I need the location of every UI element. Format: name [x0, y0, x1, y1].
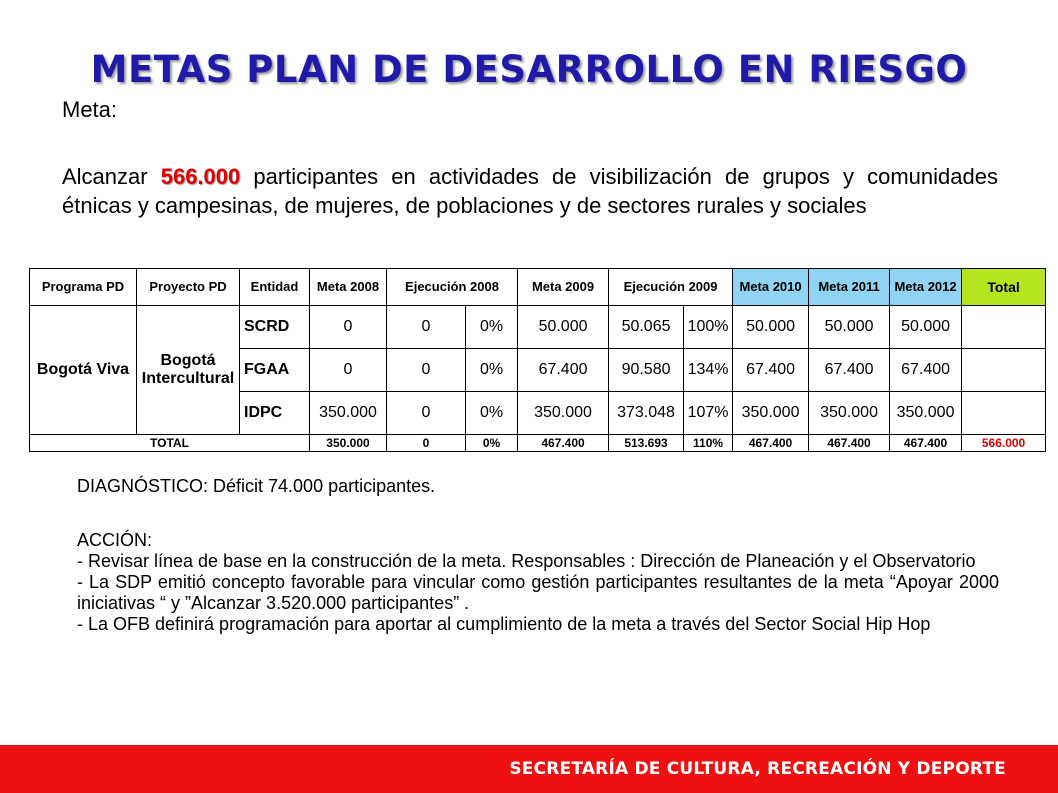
footer-text: SECRETARÍA DE CULTURA, RECREACIÓN Y DEPORTE [509, 759, 1006, 779]
ejecucion-2009-pct-cell: 107% [684, 392, 733, 435]
meta-2011-cell: 67.400 [809, 349, 890, 392]
ejecucion-2008-pct-cell: 0% [466, 349, 518, 392]
ejecucion-2008-pct-cell: 0% [466, 435, 518, 452]
goals-table [29, 268, 1046, 452]
header-proyecto: Proyecto PD [137, 269, 240, 306]
accion-item: - La OFB definirá programación para aportar al cumplimiento de la meta a través del Sector Social Hip Hop [77, 614, 931, 634]
header-meta-2011: Meta 2011 [809, 269, 890, 306]
header-meta-2010: Meta 2010 [733, 269, 809, 306]
ejecucion-2009-pct-cell: 100% [684, 306, 733, 349]
meta-2009-cell: 350.000 [518, 392, 609, 435]
table-row [30, 306, 1046, 349]
accion-item: - La SDP emitió concepto favorable para vincular como gestión participantes resultantes de la meta “Apoyar 2000 iniciativas “ y ”Alcanzar 3.520.000 participantes” . [77, 572, 999, 613]
meta-2010-cell: 50.000 [733, 306, 809, 349]
programa-cell: Bogotá Viva [30, 306, 137, 435]
accion-section [77, 530, 999, 635]
meta-label: Meta: [62, 97, 118, 122]
header-ejecucion-2009: Ejecución 2009 [609, 269, 733, 306]
ejecucion-2009-cell: 90.580 [609, 349, 684, 392]
header-ejecucion-2008: Ejecución 2008 [387, 269, 518, 306]
ejecucion-2009-cell: 513.693 [609, 435, 684, 452]
table-header-row [30, 269, 1046, 306]
meta-2009-cell: 467.400 [518, 435, 609, 452]
entidad-cell: FGAA [240, 349, 310, 392]
meta-2010-cell: 67.400 [733, 349, 809, 392]
meta-2010-cell: 350.000 [733, 392, 809, 435]
total-cell [962, 306, 1046, 349]
accion-label: ACCIÓN: [77, 530, 153, 550]
ejecucion-2008-cell: 0 [387, 349, 466, 392]
meta-prefix: Alcanzar [62, 164, 161, 189]
meta-suffix: participantes en actividades de visibilización de grupos y comunidades étnicas y campesinas, de mujeres, de poblaciones y de sectores rurales y sociales [62, 164, 998, 218]
meta-2008-cell: 0 [310, 306, 387, 349]
total-cell [962, 392, 1046, 435]
ejecucion-2009-cell: 373.048 [609, 392, 684, 435]
header-entidad: Entidad [240, 269, 310, 306]
footer-bar [0, 745, 1058, 793]
meta-2011-cell: 50.000 [809, 306, 890, 349]
total-label-cell: TOTAL [30, 435, 310, 452]
meta-2012-cell: 50.000 [890, 306, 962, 349]
ejecucion-2008-cell: 0 [387, 392, 466, 435]
meta-2008-cell: 0 [310, 349, 387, 392]
meta-2012-cell: 350.000 [890, 392, 962, 435]
meta-2010-cell: 467.400 [733, 435, 809, 452]
ejecucion-2009-cell: 50.065 [609, 306, 684, 349]
meta-2009-cell: 50.000 [518, 306, 609, 349]
page-title: METAS PLAN DE DESARROLLO EN RIESGO [90, 48, 968, 91]
header-programa: Programa PD [30, 269, 137, 306]
meta-2008-cell: 350.000 [310, 392, 387, 435]
ejecucion-2008-cell: 0 [387, 306, 466, 349]
header-meta-2009: Meta 2009 [518, 269, 609, 306]
entidad-cell: IDPC [240, 392, 310, 435]
accion-item: - Revisar línea de base en la construcción de la meta. Responsables : Dirección de Planeación y el Observatorio [77, 551, 976, 571]
grand-total-cell: 566.000 [962, 435, 1046, 452]
proyecto-cell: Bogotá Intercultural [137, 306, 240, 435]
ejecucion-2009-pct-cell: 134% [684, 349, 733, 392]
header-total: Total [962, 269, 1046, 306]
entidad-cell: SCRD [240, 306, 310, 349]
meta-2012-cell: 467.400 [890, 435, 962, 452]
ejecucion-2009-pct-cell: 110% [684, 435, 733, 452]
meta-2008-cell: 350.000 [310, 435, 387, 452]
meta-2011-cell: 467.400 [809, 435, 890, 452]
total-cell [962, 349, 1046, 392]
header-meta-2008: Meta 2008 [310, 269, 387, 306]
diagnostico-text: DIAGNÓSTICO: Déficit 74.000 participantes. [77, 476, 436, 496]
meta-number: 566.000 [160, 164, 241, 189]
meta-2011-cell: 350.000 [809, 392, 890, 435]
ejecucion-2008-cell: 0 [387, 435, 466, 452]
ejecucion-2008-pct-cell: 0% [466, 306, 518, 349]
meta-2009-cell: 67.400 [518, 349, 609, 392]
table-total-row [30, 435, 1046, 452]
meta-2012-cell: 67.400 [890, 349, 962, 392]
ejecucion-2008-pct-cell: 0% [466, 392, 518, 435]
header-meta-2012: Meta 2012 [890, 269, 962, 306]
meta-description [62, 162, 998, 220]
